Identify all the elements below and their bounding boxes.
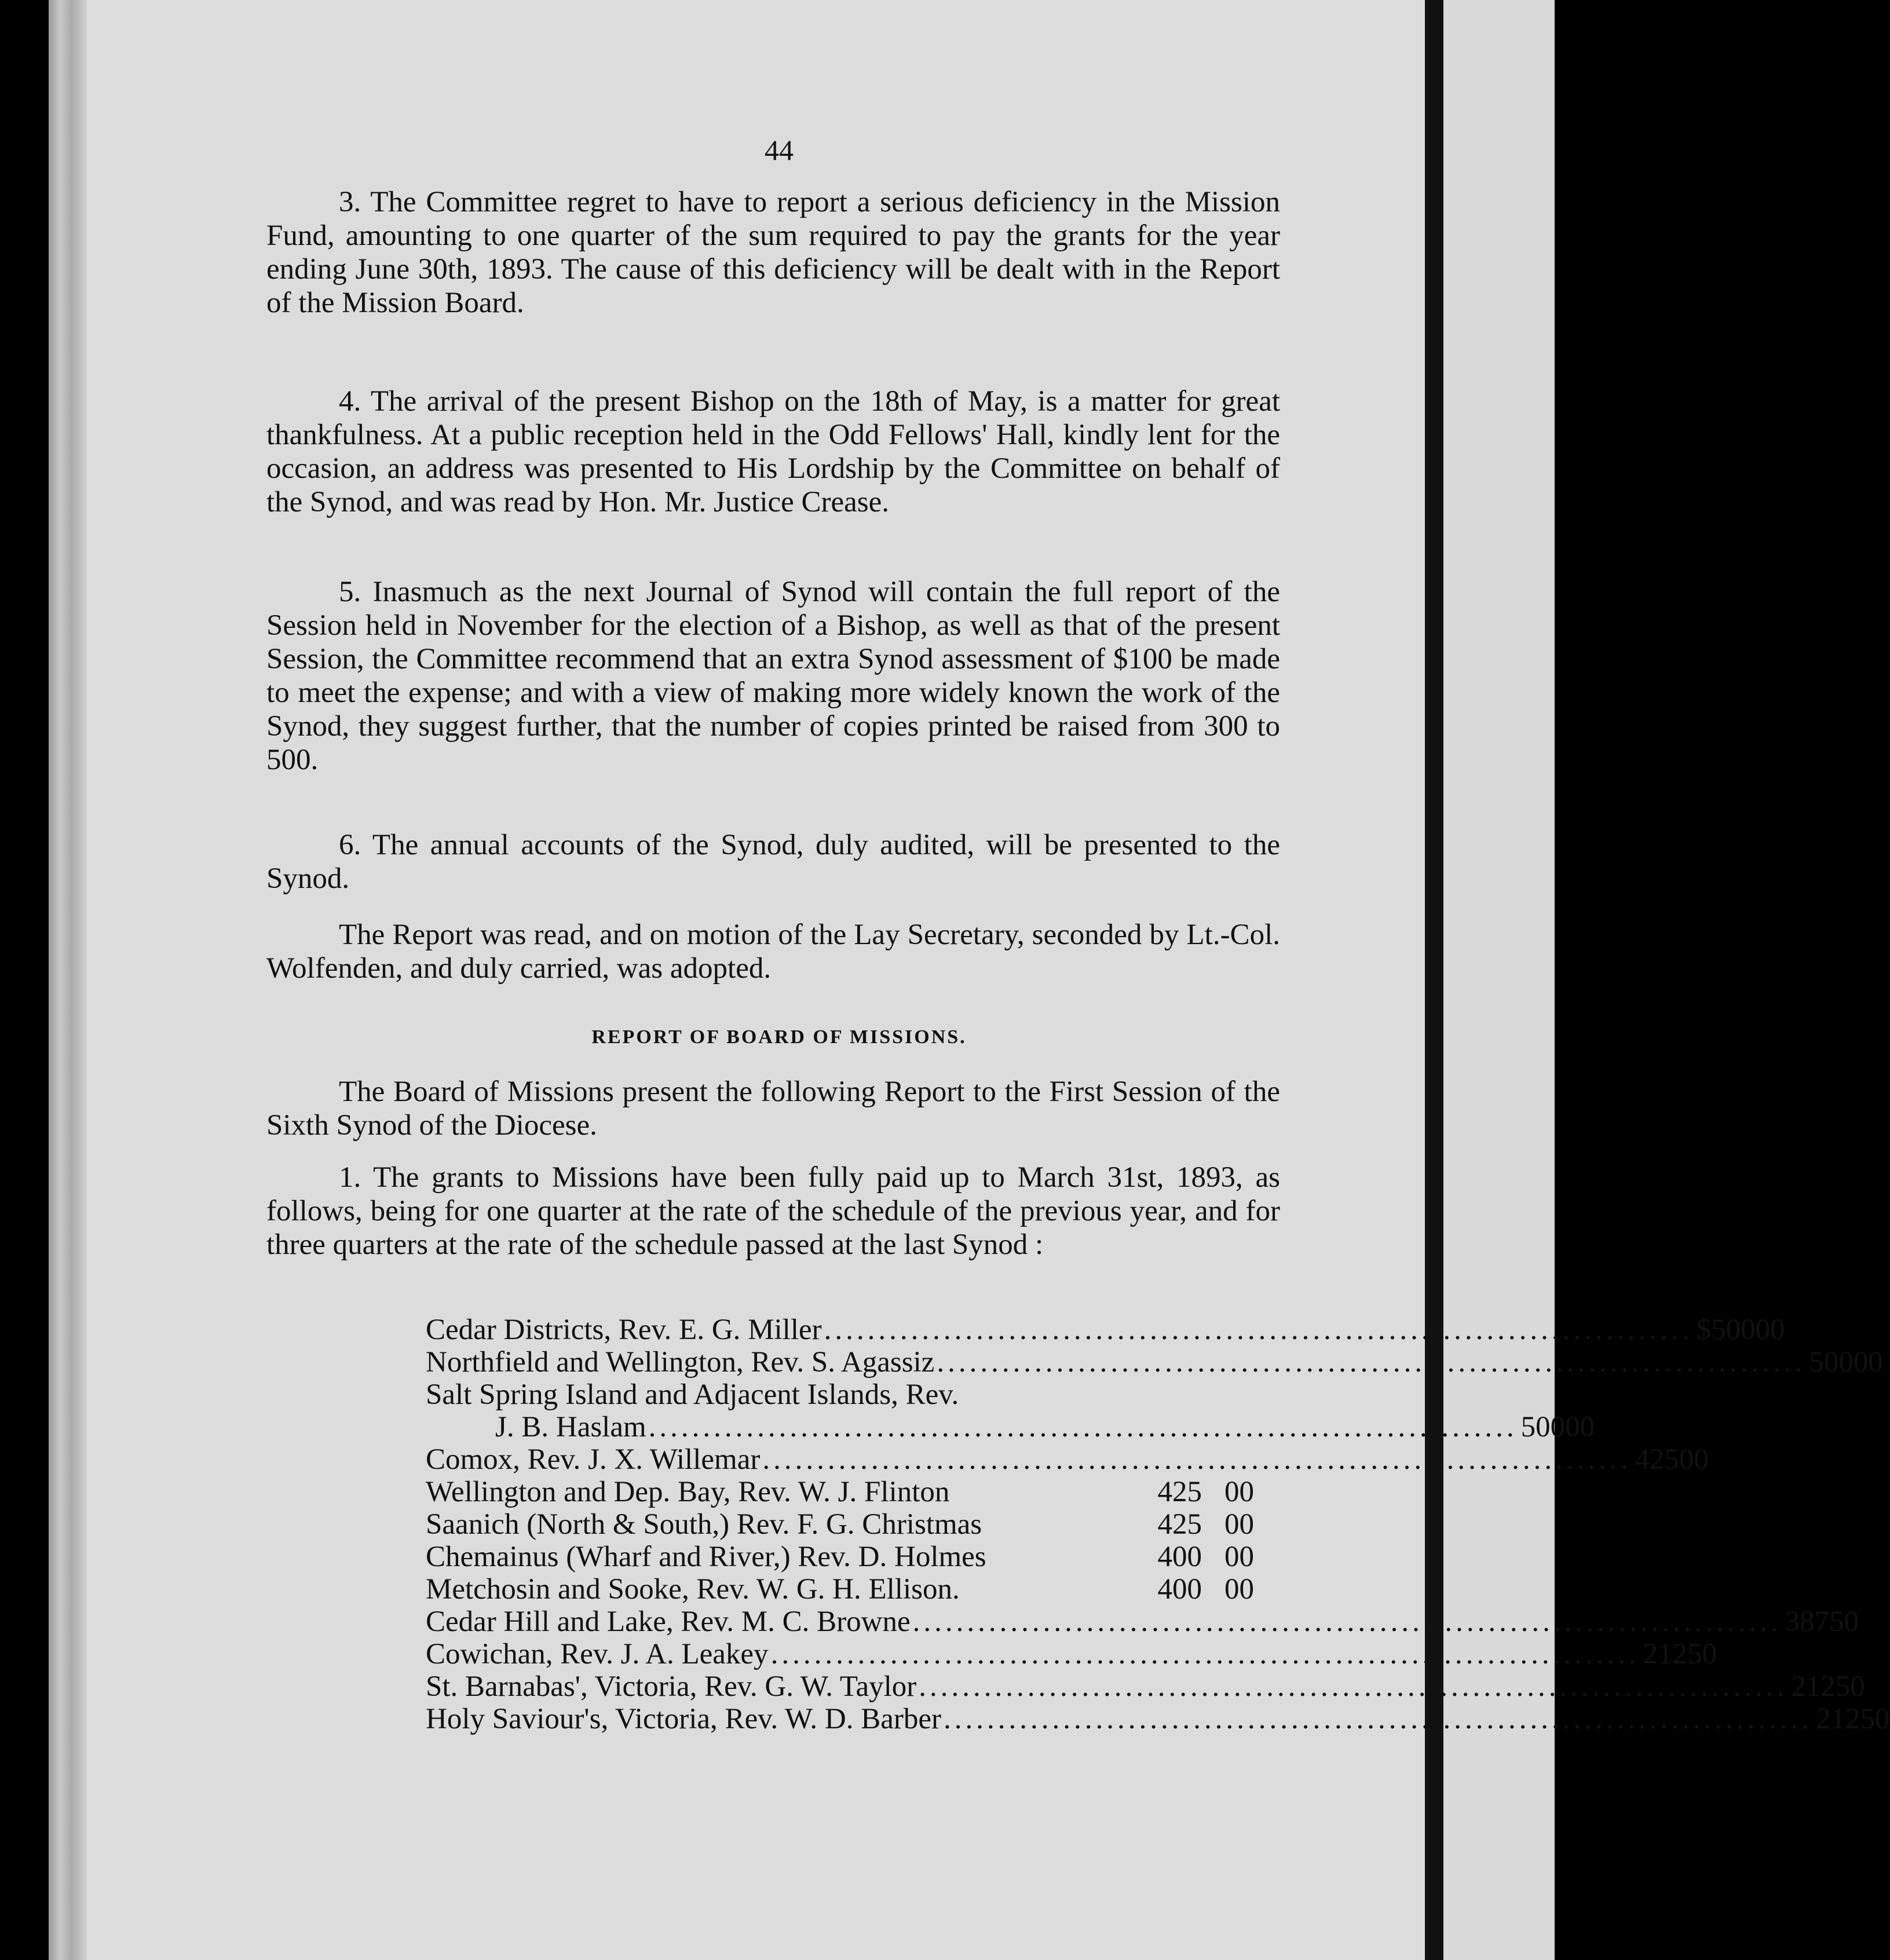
leader-dots: ................................................................................ bbox=[648, 1411, 1518, 1443]
grant-label: Saanich (North & South,) Rev. F. G. Christmas bbox=[426, 1508, 982, 1541]
grant-label: Comox, Rev. J. X. Willemar bbox=[426, 1443, 761, 1476]
grant-label: Cedar Districts, Rev. E. G. Miller bbox=[426, 1314, 822, 1346]
grant-cents: 00 bbox=[1679, 1443, 1709, 1476]
grant-label: Chemainus (Wharf and River,) Rev. D. Holmes bbox=[426, 1541, 986, 1573]
leader-dots: ................................................................................ bbox=[824, 1314, 1693, 1346]
grant-amount: 400 bbox=[1157, 1541, 1202, 1573]
leader-dots: ................................................................................ bbox=[912, 1606, 1782, 1638]
grant-label: Salt Spring Island and Adjacent Islands, Rev. bbox=[426, 1378, 959, 1411]
grant-amount: 500 bbox=[1520, 1411, 1566, 1443]
grant-cents: 00 bbox=[1224, 1508, 1254, 1541]
grant-cents: 00 bbox=[1565, 1411, 1595, 1443]
grant-amount: $500 bbox=[1696, 1314, 1756, 1346]
leader-dots: ................................................................................ bbox=[762, 1443, 1632, 1476]
grants-paragraph: 1. The grants to Missions have been fully paid up to March 31st, 1893, as follows, being for one quarter at the rate of the schedule of the previous year, and for three quarters at the rate of the schedule passed at the last Synod : bbox=[266, 1161, 1280, 1261]
paragraph-5: 5. Inasmuch as the next Journal of Synod will contain the full report of the Session held in November for the election of a Bishop, as well as that of the present Session, the Committee recommend that an extra Synod assessment of $100 be made to meet the expense; and with a view of making more widely known the work of the Synod, they suggest further, that the number of copies printed be raised from 300 to 500. bbox=[266, 576, 1280, 776]
paragraph-6: 6. The annual accounts of the Synod, duly audited, will be presented to the Synod. bbox=[266, 829, 1280, 895]
table-row bbox=[426, 1541, 1254, 1573]
grant-amount: 425 bbox=[1635, 1443, 1679, 1476]
grant-label: St. Barnabas', Victoria, Rev. G. W. Taylor bbox=[426, 1670, 917, 1703]
table-row bbox=[426, 1606, 1859, 1638]
table-row bbox=[426, 1703, 1890, 1735]
table-row bbox=[426, 1346, 1883, 1378]
leader-dots: ................................................................................ bbox=[919, 1670, 1788, 1703]
book-page-edge bbox=[49, 0, 87, 1960]
grant-cents: 50 bbox=[1829, 1606, 1859, 1638]
page-number: 44 bbox=[765, 134, 794, 166]
table-row bbox=[426, 1508, 1254, 1541]
grant-label: Wellington and Dep. Bay, Rev. W. J. Flinton bbox=[426, 1476, 950, 1508]
section-title: REPORT OF BOARD OF MISSIONS. bbox=[591, 1026, 967, 1048]
table-row bbox=[426, 1314, 1785, 1346]
grant-amount: 400 bbox=[1157, 1573, 1202, 1606]
paragraph-4: 4. The arrival of the present Bishop on the 18th of May, is a matter for great thankfulness. At a public reception held in the Odd Fellows' Hall, kindly lent for the occasion, an address was presented to His Lordship by the Committee on behalf of the Synod, and was read by Hon. Mr. Justice Crease. bbox=[266, 385, 1280, 518]
leader-dots: ................................................................................ bbox=[944, 1703, 1813, 1735]
table-row bbox=[426, 1443, 1709, 1476]
leader-dots: ................................................................................ bbox=[770, 1638, 1640, 1670]
report-adoption-paragraph: The Report was read, and on motion of the Lay Secretary, seconded by Lt.-Col. Wolfenden, and duly carried, was adopted. bbox=[266, 919, 1280, 985]
grant-cents: 00 bbox=[1224, 1541, 1254, 1573]
grant-label: Cedar Hill and Lake, Rev. M. C. Browne bbox=[426, 1606, 911, 1638]
grant-cents: 00 bbox=[1853, 1346, 1883, 1378]
table-row bbox=[426, 1378, 1254, 1411]
table-row bbox=[426, 1573, 1254, 1606]
table-row bbox=[426, 1476, 1254, 1508]
table-row bbox=[426, 1670, 1865, 1703]
board-intro-paragraph: The Board of Missions present the following Report to the First Session of the Sixth Synod of the Diocese. bbox=[266, 1076, 1280, 1142]
grant-amount: 212 bbox=[1643, 1638, 1688, 1670]
grant-amount: 425 bbox=[1157, 1476, 1202, 1508]
grant-cents: 00 bbox=[1224, 1476, 1254, 1508]
grant-amount: 212 bbox=[1816, 1703, 1860, 1735]
grant-amount: 500 bbox=[1809, 1346, 1854, 1378]
grant-label: Metchosin and Sooke, Rev. W. G. H. Ellison. bbox=[426, 1573, 960, 1606]
grant-amount: 212 bbox=[1791, 1670, 1836, 1703]
grant-label: Holy Saviour's, Victoria, Rev. W. D. Barber bbox=[426, 1703, 942, 1735]
table-row bbox=[426, 1638, 1717, 1670]
grants-table bbox=[426, 1314, 1890, 1735]
grant-label: Northfield and Wellington, Rev. S. Agassiz bbox=[426, 1346, 935, 1378]
table-row bbox=[426, 1411, 1595, 1443]
grant-cents: 50 bbox=[1835, 1670, 1865, 1703]
paragraph-3: 3. The Committee regret to have to report a serious deficiency in the Mission Fund, amounting to one quarter of the sum required to pay the grants for the year ending June 30th, 1893. The cause of this deficiency will be dealt with in the Report of the Mission Board. bbox=[266, 186, 1280, 319]
grant-label: Cowichan, Rev. J. A. Leakey bbox=[426, 1638, 769, 1670]
grant-cents: 00 bbox=[1224, 1573, 1254, 1606]
grant-amount: 425 bbox=[1157, 1508, 1202, 1541]
grant-cents: 50 bbox=[1687, 1638, 1717, 1670]
leader-dots: ................................................................................ bbox=[937, 1346, 1806, 1378]
grant-amount: 387 bbox=[1785, 1606, 1830, 1638]
grant-label: J. B. Haslam bbox=[495, 1411, 646, 1443]
grant-cents: 50 bbox=[1860, 1703, 1890, 1735]
grant-cents: 00 bbox=[1755, 1314, 1785, 1346]
